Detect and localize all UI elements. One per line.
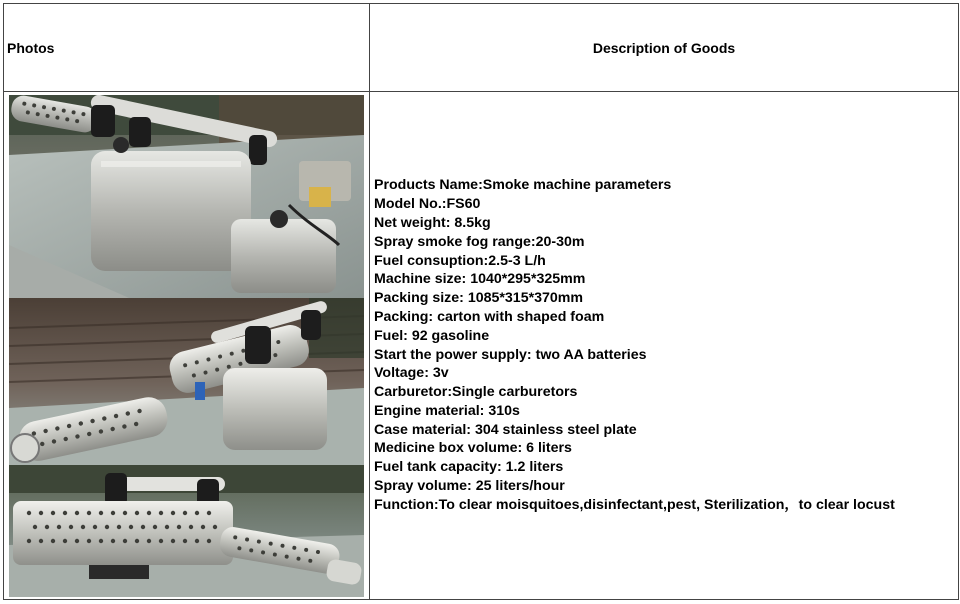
spec-line-net-weight: Net weight: 8.5kg [374,214,491,231]
fogging-machine-photo-angle [9,298,364,465]
spec-list [374,176,958,514]
spec-line-voltage: Voltage: 3v [374,365,449,382]
spec-line-fuel-tank: Fuel tank capacity: 1.2 liters [374,459,564,476]
spec-line-model: Model No.:FS60 [374,196,481,213]
spec-line-packing: Packing: carton with shaped foam [374,308,605,325]
spec-line-fuel: Fuel: 92 gasoline [374,327,490,344]
content-row [4,92,959,600]
goods-table [3,3,959,600]
fogging-machine-photo-front [9,465,364,597]
spec-line-spray-range: Spray smoke fog range:20-30m [374,233,585,250]
spec-line-power-supply: Start the power supply: two AA batteries [374,346,647,363]
photo-stack [9,95,371,597]
photos-header: Photos [4,4,370,92]
spec-line-function: Function:To clear moisquitoes,disinfectant,pest, Sterilization，to clear locust [374,496,895,513]
spec-line-fuel-consumption: Fuel consuption:2.5-3 L/h [374,252,546,269]
spec-line-product-name: Products Name:Smoke machine parameters [374,177,672,194]
spec-line-machine-size: Machine size: 1040*295*325mm [374,271,586,288]
spec-line-medicine-box: Medicine box volume: 6 liters [374,440,572,457]
spec-line-case-material: Case material: 304 stainless steel plate [374,421,637,438]
spec-line-engine-material: Engine material: 310s [374,402,520,419]
spec-line-spray-volume: Spray volume: 25 liters/hour [374,478,565,495]
description-header: Description of Goods [370,4,959,92]
spec-line-packing-size: Packing size: 1085*315*370mm [374,290,584,307]
photos-cell [4,92,370,600]
description-cell [370,92,959,600]
spec-line-carburetor: Carburetor:Single carburetors [374,384,578,401]
fogging-machine-photo-side [9,95,364,298]
header-row [4,4,959,92]
